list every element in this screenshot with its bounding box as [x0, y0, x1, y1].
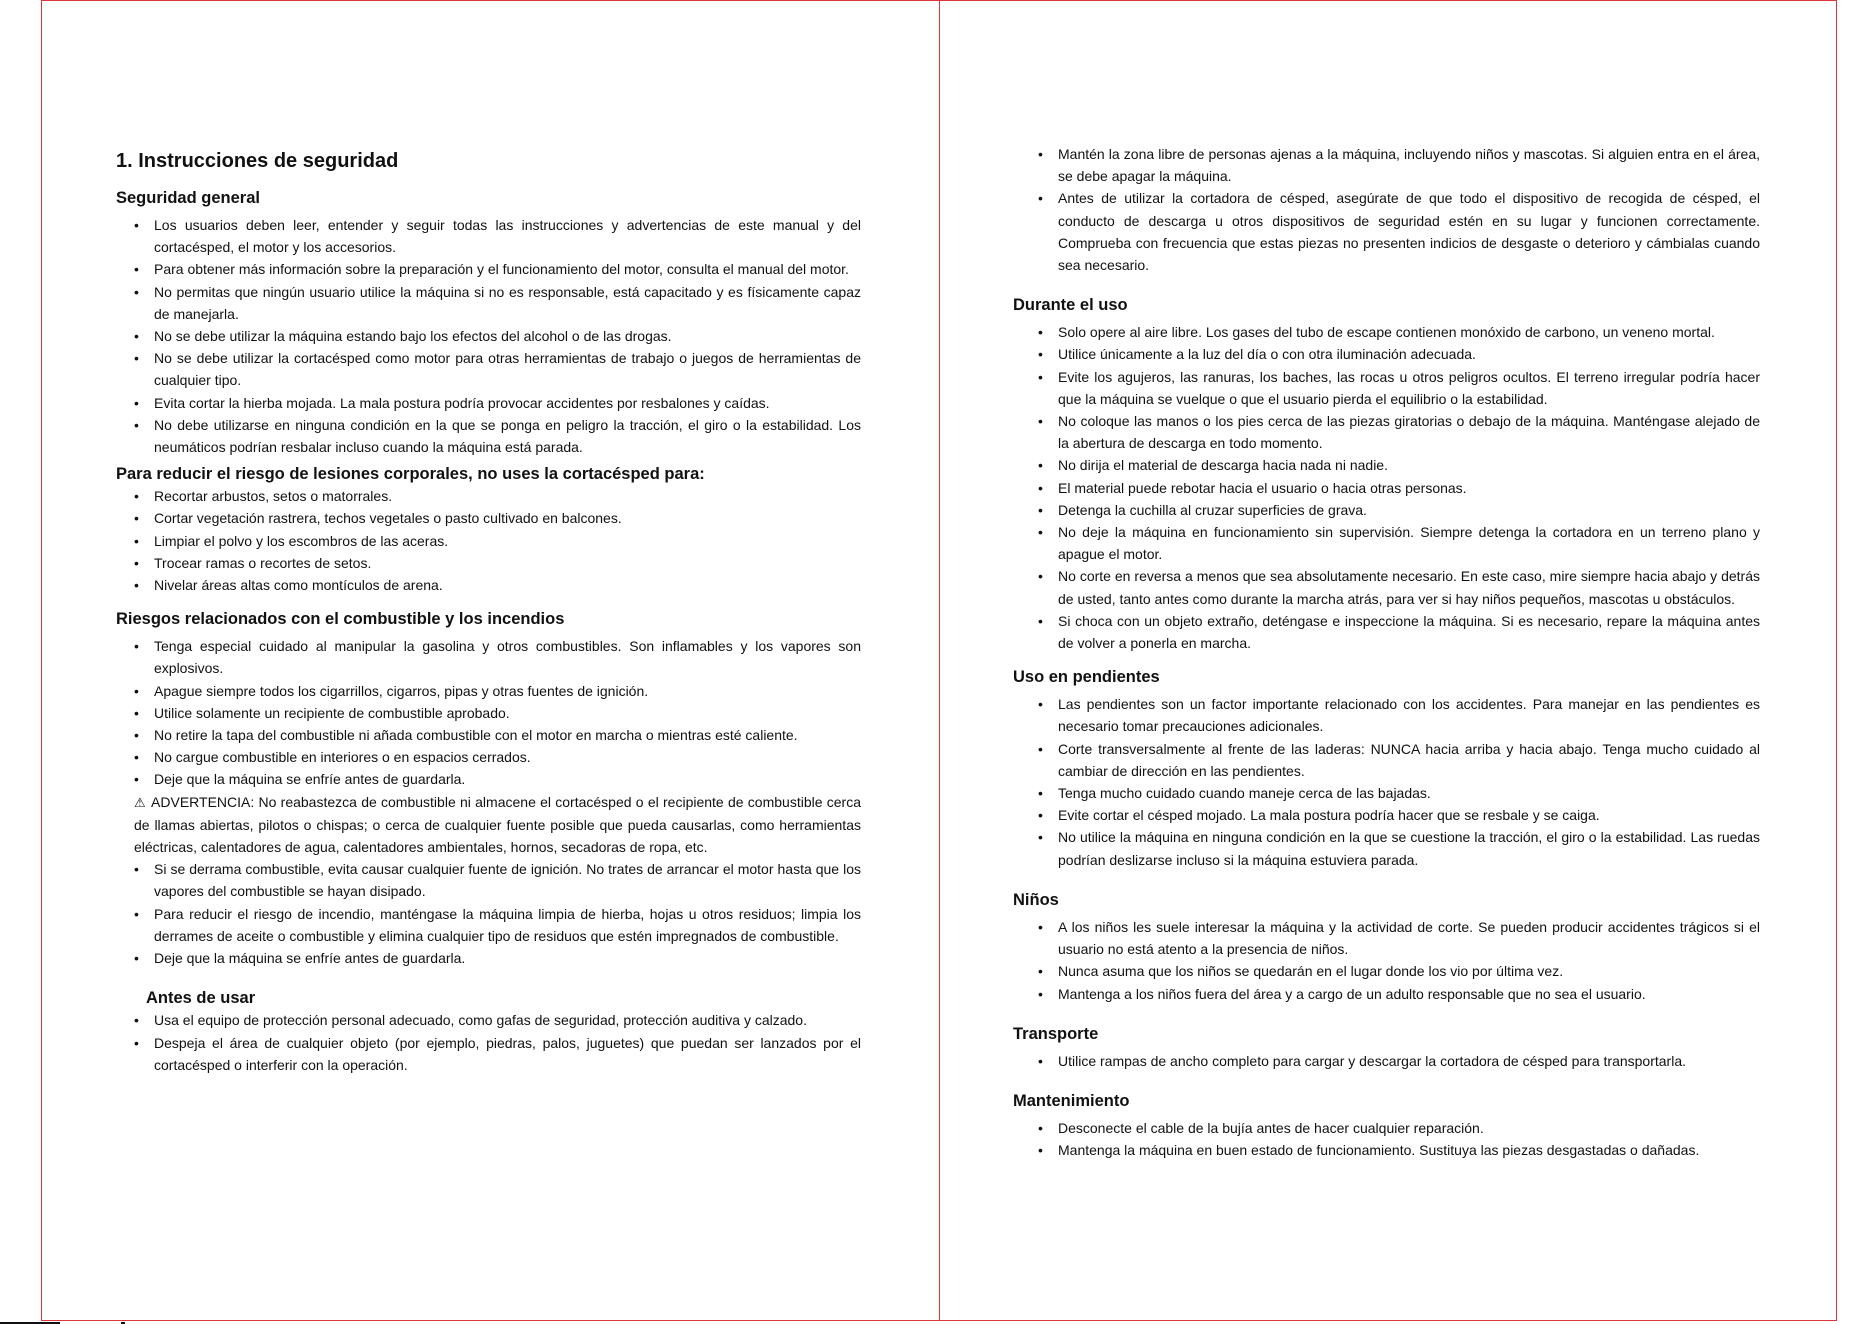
warning-icon: ⚠ — [134, 794, 147, 810]
list-item: • Recortar arbustos, setos o matorrales. — [154, 485, 861, 507]
list-item: • Detenga la cuchilla al cruzar superficies de grava. — [1058, 499, 1760, 521]
heading-transport: Transporte — [1013, 1024, 1099, 1043]
list-item: • Cortar vegetación rastrera, techos vegetales o pasto cultivado en balcones. — [154, 507, 861, 529]
list-item: • A los niños les suele interesar la máquina y la actividad de corte. Se pueden producir accidentes trágicos si el usuario no está atento a la presencia de niños. — [1058, 916, 1760, 960]
list-item: • Para obtener más información sobre la preparación y el funcionamiento del motor, consulta el manual del motor. — [154, 258, 861, 280]
section-title: 1. Instrucciones de seguridad — [116, 150, 399, 172]
list-transport — [1013, 1050, 1760, 1072]
list-item: • No corte en reversa a menos que sea absolutamente necesario. En este caso, mire siempre hacia abajo y detrás de usted, tanto antes como durante la marcha atrás, para ver si hay niños pequeños, mascotas u obstáculos. — [1058, 565, 1760, 609]
list-item: • No dirija el material de descarga hacia nada ni nadie. — [1058, 454, 1760, 476]
list-item: • Despeja el área de cualquier objeto (por ejemplo, piedras, palos, juguetes) que puedan ser lanzados por el cortacésped o interferir con la operación. — [154, 1032, 861, 1076]
fuel-warning-text: ADVERTENCIA: No reabastezca de combustible ni almacene el cortacésped o el recipiente de combustible cerca de llamas abiertas, pilotos o chispas; o cerca de cualquier fuente posible que pueda causarlas, como herramientas eléctricas, calentadores de agua, calentadores ambientales, hornos, secadoras de ropa, etc. — [134, 793, 862, 856]
heading-slopes: Uso en pendientes — [1013, 668, 1160, 687]
list-item: • Apague siempre todos los cigarrillos, cigarros, pipas y otras fuentes de ignición. — [154, 680, 861, 702]
heading-general-safety: Seguridad general — [116, 189, 260, 207]
list-children — [1013, 916, 1760, 1005]
list-item: • No se debe utilizar la máquina estando bajo los efectos del alcohol o de las drogas. — [154, 325, 861, 347]
list-item: • Evite cortar el césped mojado. La mala postura podría hacer que se resbale y se caiga. — [1058, 804, 1760, 826]
list-item: • Utilice solamente un recipiente de combustible aprobado. — [154, 702, 861, 724]
list-item: • No permitas que ningún usuario utilice la máquina si no es responsable, está capacitado y es físicamente capaz de manejarla. — [154, 281, 861, 325]
list-item: • Los usuarios deben leer, entender y seguir todas las instrucciones y advertencias de este manual y del cortacésped, el motor y los accesorios. — [154, 214, 861, 258]
list-item: • No deje la máquina en funcionamiento sin supervisión. Siempre detenga la cortadora en un terreno plano y apague el motor. — [1058, 521, 1760, 565]
heading-fuel-fire: Riesgos relacionados con el combustible y los incendios — [116, 610, 565, 629]
heading-children: Niños — [1013, 890, 1059, 909]
list-item: • Mantenga a los niños fuera del área y a cargo de un adulto responsable que no sea el usuario. — [1058, 983, 1760, 1005]
list-item: • No coloque las manos o los pies cerca de las piezas giratorias o debajo de la máquina. Manténgase alejado de la abertura de descarga en todo momento. — [1058, 410, 1760, 454]
right-column — [1013, 143, 1760, 1161]
list-item: • Si se derrama combustible, evita causar cualquier fuente de ignición. No trates de arrancar el motor hasta que los vapores del combustible se hayan disipado. — [154, 858, 861, 902]
list-item: • Limpiar el polvo y los escombros de las aceras. — [154, 530, 861, 552]
list-item: • Corte transversalmente al frente de las laderas: NUNCA hacia arriba y hacia abajo. Tenga mucho cuidado al cambiar de dirección en las pendientes. — [1058, 738, 1760, 782]
list-fuel-fire — [116, 635, 861, 969]
list-during-use — [1013, 321, 1760, 654]
list-item: • Si choca con un objeto extraño, deténgase e inspeccione la máquina. Si es necesario, repare la máquina antes de volver a ponerla en marcha. — [1058, 610, 1760, 654]
heading-during-use: Durante el uso — [1013, 296, 1128, 315]
fuel-warning — [134, 791, 861, 859]
list-slopes — [1013, 693, 1760, 871]
list-item: • Solo opere al aire libre. Los gases del tubo de escape contienen monóxido de carbono, un veneno mortal. — [1058, 321, 1760, 343]
list-injury-risk — [116, 485, 861, 596]
list-item: • No cargue combustible en interiores o en espacios cerrados. — [154, 746, 861, 768]
list-item: • Deje que la máquina se enfríe antes de guardarla. — [154, 947, 861, 969]
heading-injury-risk: Para reducir el riesgo de lesiones corporales, no uses la cortacésped para: — [116, 465, 705, 484]
list-general-safety — [116, 214, 861, 458]
list-item: • Deje que la máquina se enfríe antes de guardarla. — [154, 768, 861, 790]
list-item: • No se debe utilizar la cortacésped como motor para otras herramientas de trabajo o juegos de herramientas de cualquier tipo. — [154, 347, 861, 391]
list-item: • No retire la tapa del combustible ni añada combustible con el motor en marcha o mientras esté caliente. — [154, 724, 861, 746]
list-item: • Trocear ramas o recortes de setos. — [154, 552, 861, 574]
list-item: • Evite los agujeros, las ranuras, los baches, las rocas u otros peligros ocultos. El terreno irregular podría hacer que la máquina se vuelque o que el usuario pierda el equilibrio o la estabilidad. — [1058, 366, 1760, 410]
list-item: • Utilice únicamente a la luz del día o con otra iluminación adecuada. — [1058, 343, 1760, 365]
list-item: • Evita cortar la hierba mojada. La mala postura podría provocar accidentes por resbalones y caídas. — [154, 392, 861, 414]
left-column — [116, 150, 861, 1076]
heading-before-use: Antes de usar — [146, 989, 256, 1008]
list-item: • Las pendientes son un factor importante relacionado con los accidentes. Para manejar en las pendientes es necesario tomar precauciones adicionales. — [1058, 693, 1760, 737]
list-item: • Mantén la zona libre de personas ajenas a la máquina, incluyendo niños y mascotas. Si alguien entra en el área, se debe apagar la máquina. — [1058, 143, 1760, 187]
list-item: • Utilice rampas de ancho completo para cargar y descargar la cortadora de césped para transportarla. — [1058, 1050, 1760, 1072]
list-item: • Nivelar áreas altas como montículos de arena. — [154, 574, 861, 596]
list-item: • Mantenga la máquina en buen estado de funcionamiento. Sustituya las piezas desgastadas o dañadas. — [1058, 1139, 1760, 1161]
list-item: • No debe utilizarse en ninguna condición en la que se ponga en peligro la tracción, el giro o la estabilidad. Los neumáticos podrían resbalar incluso cuando la máquina está parada. — [154, 414, 861, 458]
list-item: • El material puede rebotar hacia el usuario o hacia otras personas. — [1058, 477, 1760, 499]
list-before-use-cont — [1013, 143, 1760, 276]
list-item: • Nunca asuma que los niños se quedarán en el lugar donde los vio por última vez. — [1058, 960, 1760, 982]
list-item: • No utilice la máquina en ninguna condición en la que se cuestione la tracción, el giro o la estabilidad. Las ruedas podrían deslizarse incluso si la máquina estuviera parada. — [1058, 826, 1760, 870]
list-item: • Para reducir el riesgo de incendio, manténgase la máquina limpia de hierba, hojas u otros residuos; limpia los derrames de aceite o combustible y elimina cualquier tipo de residuos que estén impregnados de combustible. — [154, 903, 861, 947]
list-item: • Usa el equipo de protección personal adecuado, como gafas de seguridad, protección auditiva y calzado. — [154, 1009, 861, 1031]
heading-maintenance: Mantenimiento — [1013, 1091, 1130, 1110]
list-item: • Tenga mucho cuidado cuando maneje cerca de las bajadas. — [1058, 782, 1760, 804]
list-item: • Antes de utilizar la cortadora de césped, asegúrate de que todo el dispositivo de recogida de césped, el conducto de descarga u otros dispositivos de seguridad estén en su lugar y funcionen correctamente. Comprueba con frecuencia que estas piezas no presenten indicios de desgaste o deterioro y cámbialas cuando sea necesario. — [1058, 187, 1760, 276]
list-maintenance — [1013, 1117, 1760, 1161]
list-before-use — [116, 1009, 861, 1076]
list-item: • Desconecte el cable de la bujía antes de hacer cualquier reparación. — [1058, 1117, 1760, 1139]
list-item: • Tenga especial cuidado al manipular la gasolina y otros combustibles. Son inflamables y los vapores son explosivos. — [154, 635, 861, 679]
